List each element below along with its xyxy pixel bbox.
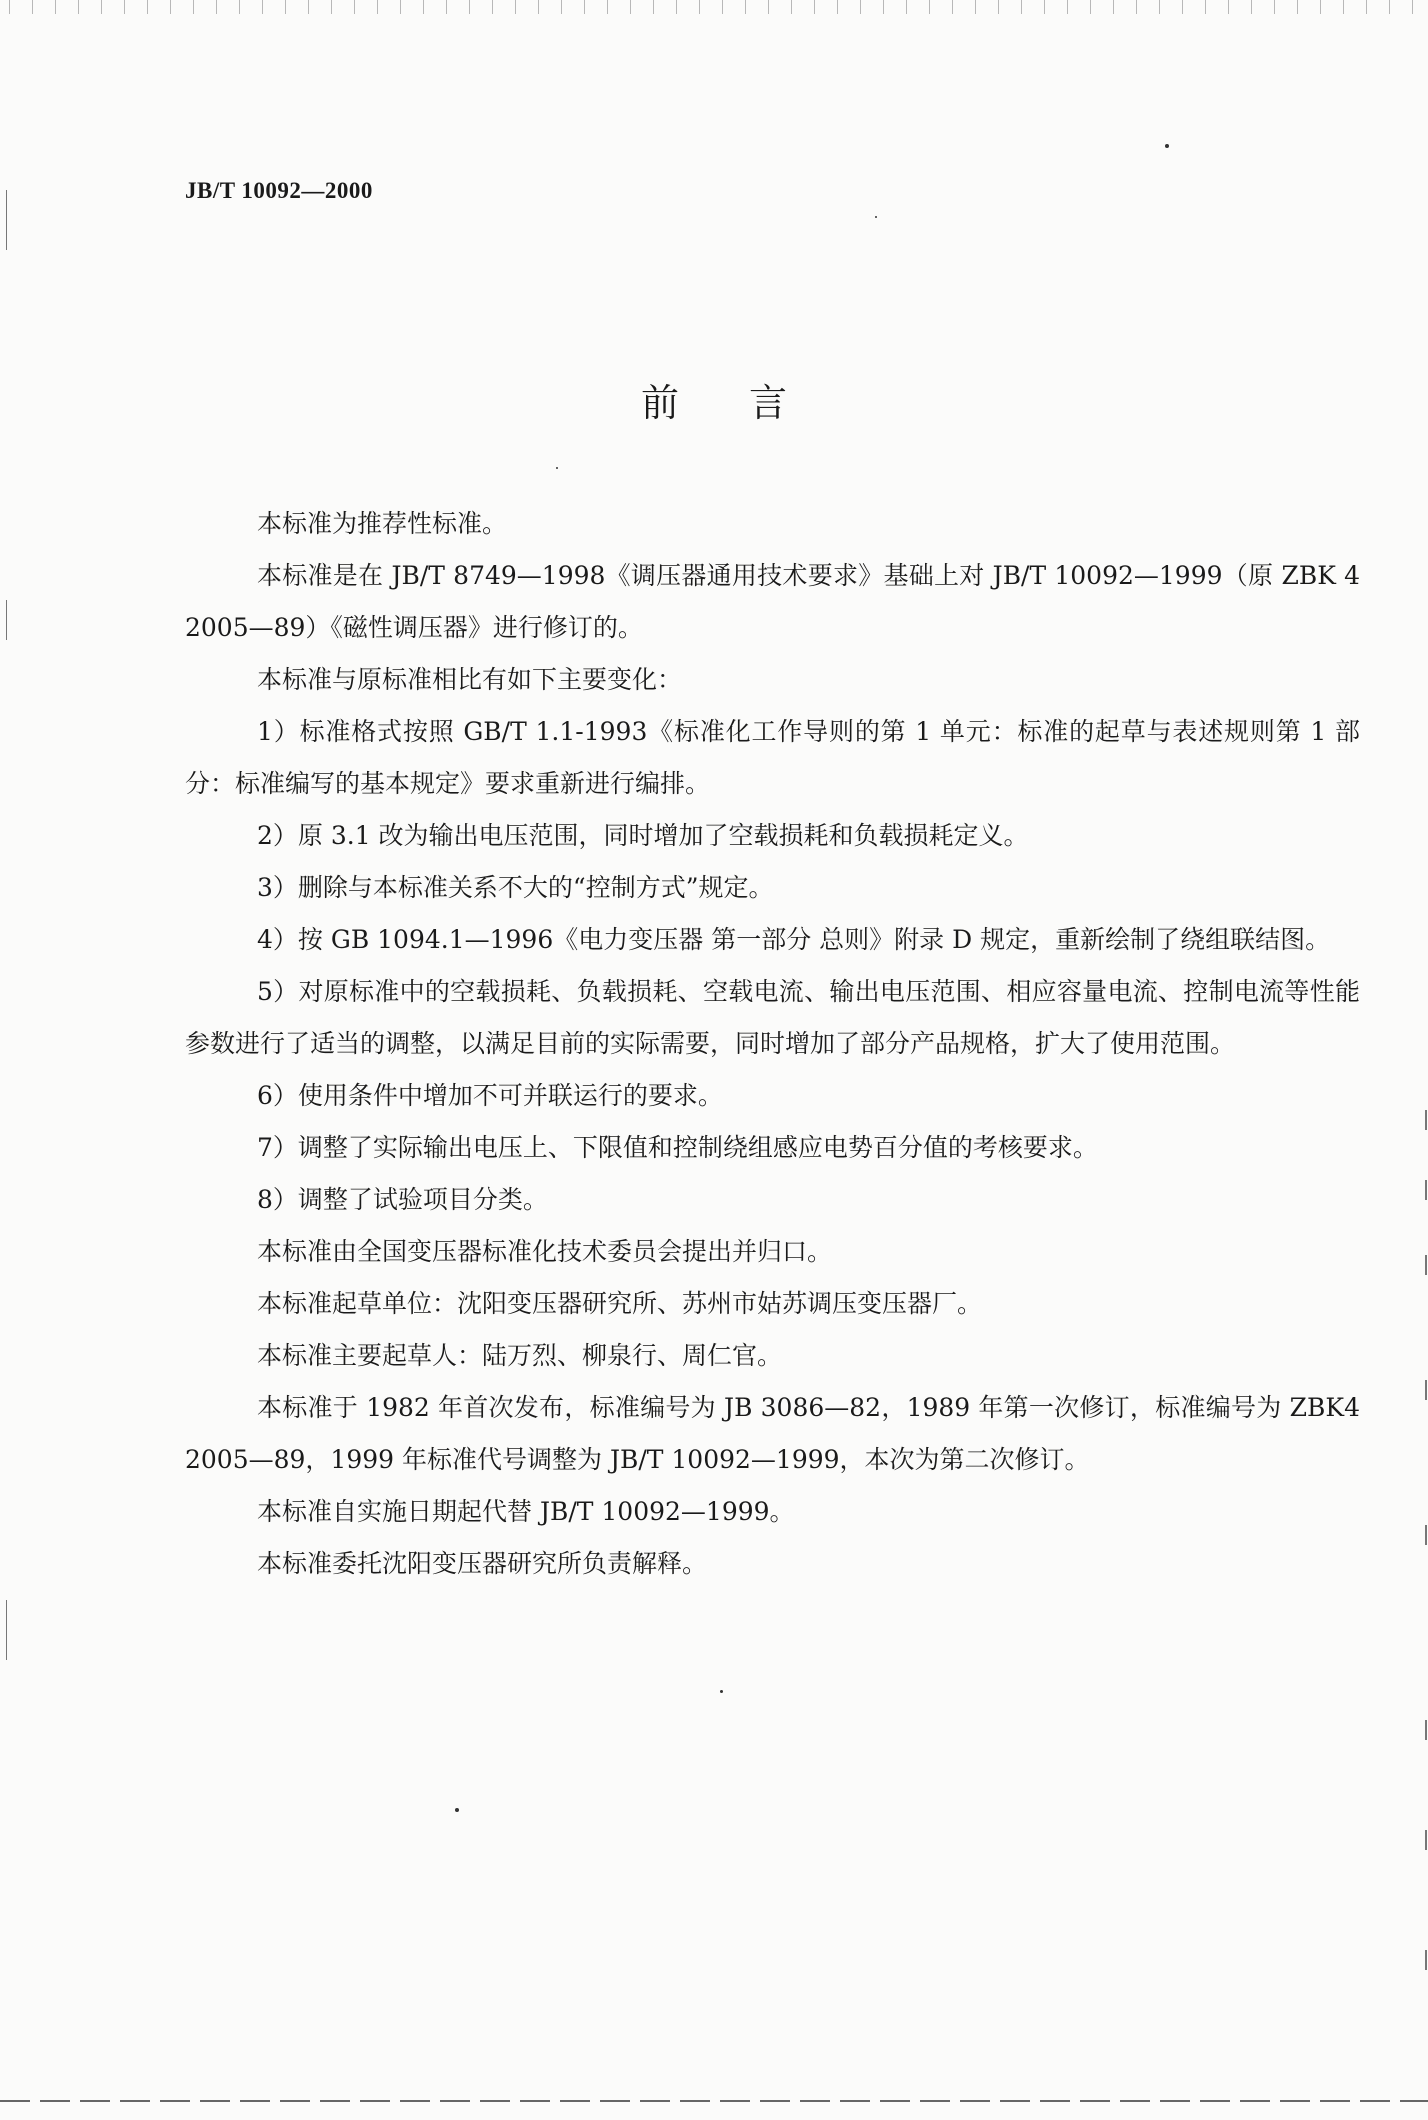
list-item: 1）标准格式按照 GB/T 1.1-1993《标准化工作导则的第 1 单元：标准的起草与表述规则第 1 部分：标准编写的基本规定》要求重新进行编排。 [185, 717, 1360, 798]
paragraph: 本标准起草单位：沈阳变压器研究所、苏州市姑苏调压变压器厂。 [257, 1289, 983, 1318]
scan-edge-mark [1425, 1525, 1427, 1545]
scan-edge-mark [6, 190, 7, 250]
paragraph: 本标准主要起草人：陆万烈、柳泉行、周仁官。 [257, 1341, 783, 1370]
paragraph: 本标准由全国变压器标准化技术委员会提出并归口。 [257, 1237, 833, 1266]
list-item: 2）原 3.1 改为输出电压范围，同时增加了空载损耗和负载损耗定义。 [257, 821, 1029, 850]
scan-speck [455, 1808, 459, 1812]
paragraph: 本标准是在 JB/T 8749—1998《调压器通用技术要求》基础上对 JB/T 10092—1999（原 ZBK 42005—89）《磁性调压器》进行修订的。 [185, 561, 1360, 642]
list-item: 3）删除与本标准关系不大的“控制方式”规定。 [257, 873, 774, 902]
scan-speck [720, 1690, 723, 1693]
list-item: 6）使用条件中增加不可并联运行的要求。 [257, 1081, 723, 1110]
scan-edge-mark [1425, 1720, 1427, 1740]
scan-noise-top [0, 0, 1428, 14]
list-item: 5）对原标准中的空载损耗、负载损耗、空载电流、输出电压范围、相应容量电流、控制电流等性能参数进行了适当的调整，以满足目前的实际需要，同时增加了部分产品规格，扩大了使用范围。 [185, 977, 1360, 1058]
paragraph: 本标准委托沈阳变压器研究所负责解释。 [257, 1549, 708, 1578]
scan-speck [556, 467, 558, 469]
scan-speck [875, 216, 877, 218]
scan-edge-mark [6, 1600, 7, 1660]
scan-edge-mark [1425, 1830, 1427, 1850]
paragraph: 本标准自实施日期起代替 JB/T 10092—1999。 [257, 1497, 795, 1526]
list-item: 4）按 GB 1094.1—1996《电力变压器 第一部分 总则》附录 D 规定，重新绘制了绕组联结图。 [257, 925, 1331, 954]
paragraph: 本标准与原标准相比有如下主要变化： [257, 665, 683, 694]
scan-edge-mark [1425, 1380, 1427, 1400]
scan-noise-bottom [0, 2100, 1428, 2102]
scan-edge-mark [1425, 1950, 1427, 1970]
scan-speck [1165, 144, 1169, 148]
page-title: 前言 [640, 381, 857, 425]
foreword-body [185, 498, 1360, 1590]
list-item: 7）调整了实际输出电压上、下限值和控制绕组感应电势百分值的考核要求。 [257, 1133, 1098, 1162]
scan-edge-mark [6, 600, 7, 640]
scan-edge-mark [1425, 1110, 1427, 1130]
paragraph: 本标准为推荐性标准。 [257, 509, 508, 538]
paragraph: 本标准于 1982 年首次发布，标准编号为 JB 3086—82，1989 年第一次修订，标准编号为 ZBK42005—89，1999 年标准代号调整为 JB/T 10092—1999，本次为第二次修订。 [185, 1393, 1360, 1474]
list-item: 8）调整了试验项目分类。 [257, 1185, 548, 1214]
scan-edge-mark [1425, 1180, 1427, 1200]
scan-edge-mark [1425, 1255, 1427, 1275]
standard-code: JB/T 10092—2000 [185, 178, 373, 203]
